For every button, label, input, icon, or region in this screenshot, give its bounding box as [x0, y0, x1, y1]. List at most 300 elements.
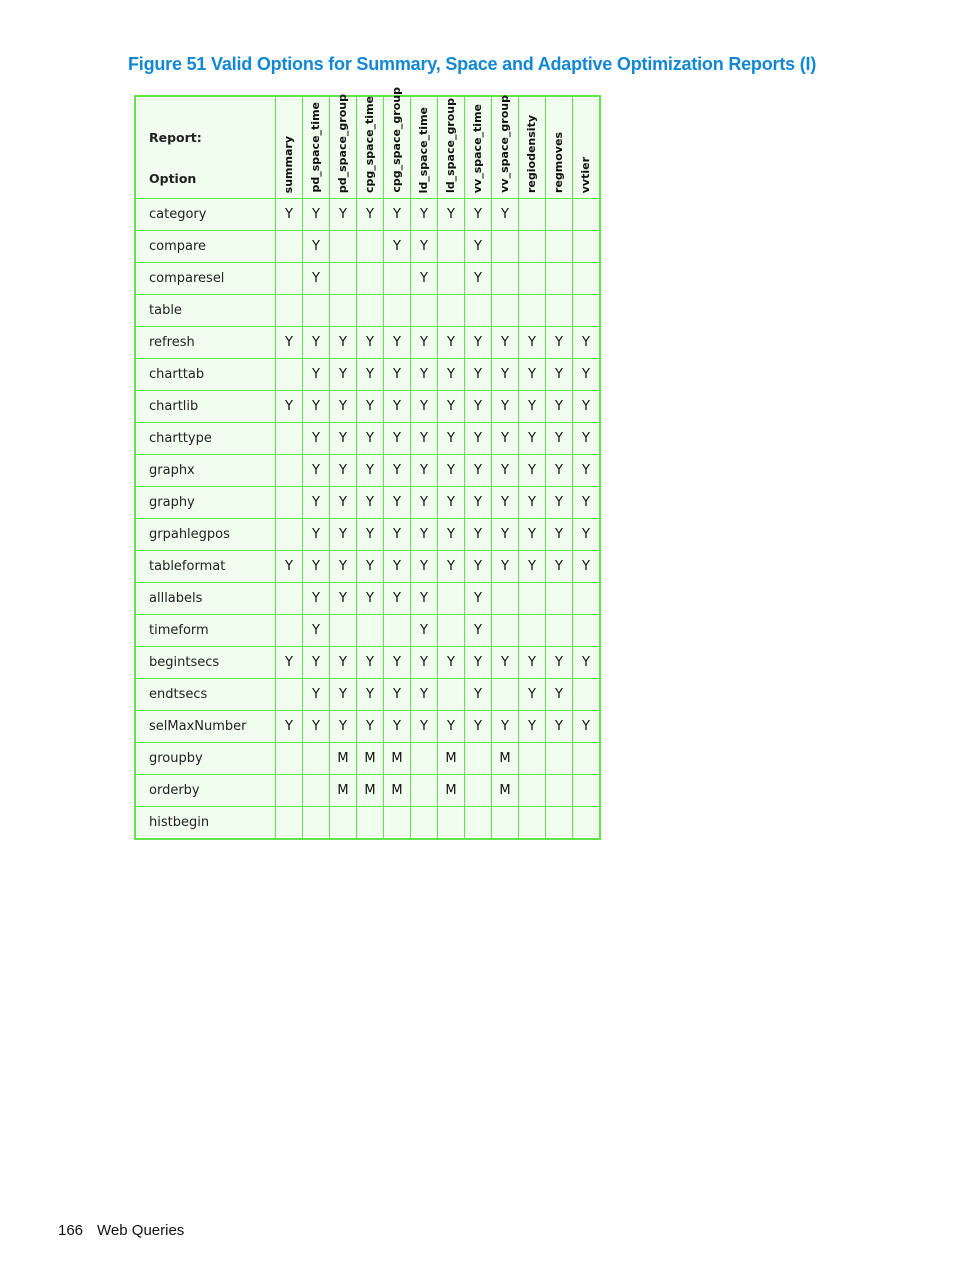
table-cell: Y — [303, 647, 330, 679]
table-cell — [438, 231, 465, 263]
table-cell — [384, 615, 411, 647]
table-cell — [276, 423, 303, 455]
table-cell — [492, 263, 519, 295]
column-header — [519, 96, 546, 199]
table-cell — [276, 743, 303, 775]
table-row — [135, 679, 600, 711]
table-cell: Y — [303, 679, 330, 711]
table-cell — [519, 583, 546, 615]
table-cell: Y — [411, 423, 438, 455]
option-name-cell: graphx — [135, 455, 276, 487]
table-cell — [384, 807, 411, 840]
table-cell: Y — [465, 327, 492, 359]
option-name-cell: tableformat — [135, 551, 276, 583]
table-cell — [276, 231, 303, 263]
table-cell: Y — [573, 519, 601, 551]
table-cell — [276, 807, 303, 840]
table-cell — [573, 231, 601, 263]
table-cell — [573, 263, 601, 295]
table-cell: M — [438, 775, 465, 807]
table-cell: Y — [411, 711, 438, 743]
table-cell — [546, 743, 573, 775]
table-cell — [357, 615, 384, 647]
table-cell — [411, 295, 438, 327]
table-cell: Y — [573, 551, 601, 583]
option-name-cell: groupby — [135, 743, 276, 775]
table-cell: Y — [492, 647, 519, 679]
table-cell: Y — [573, 647, 601, 679]
table-cell: Y — [357, 391, 384, 423]
table-row — [135, 231, 600, 263]
table-cell: Y — [411, 487, 438, 519]
table-cell: Y — [546, 391, 573, 423]
table-cell: Y — [276, 711, 303, 743]
table-cell: Y — [546, 423, 573, 455]
option-name-cell: compare — [135, 231, 276, 263]
table-cell: Y — [465, 679, 492, 711]
table-cell: M — [357, 743, 384, 775]
table-row — [135, 647, 600, 679]
table-cell — [357, 263, 384, 295]
table-cell — [492, 615, 519, 647]
table-row — [135, 359, 600, 391]
table-cell: Y — [465, 711, 492, 743]
table-cell: Y — [492, 199, 519, 231]
table-cell — [546, 583, 573, 615]
column-header-label: pd_space_group — [336, 93, 349, 193]
table-cell: Y — [465, 583, 492, 615]
table-cell: Y — [546, 679, 573, 711]
column-header — [546, 96, 573, 199]
table-row — [135, 199, 600, 231]
column-header — [465, 96, 492, 199]
table-cell: Y — [519, 455, 546, 487]
table-cell: Y — [303, 519, 330, 551]
table-cell: Y — [492, 327, 519, 359]
table-cell — [330, 295, 357, 327]
table-cell — [411, 775, 438, 807]
option-name-cell: comparesel — [135, 263, 276, 295]
table-cell — [573, 199, 601, 231]
table-cell: Y — [330, 391, 357, 423]
option-name-cell: selMaxNumber — [135, 711, 276, 743]
table-cell: M — [330, 743, 357, 775]
header-row — [135, 96, 600, 199]
table-cell: Y — [519, 391, 546, 423]
table-cell: Y — [465, 231, 492, 263]
column-header — [411, 96, 438, 199]
table-cell: Y — [330, 583, 357, 615]
table-cell: Y — [303, 231, 330, 263]
table-cell: Y — [357, 199, 384, 231]
table-row — [135, 519, 600, 551]
table-cell: M — [330, 775, 357, 807]
option-name-cell: graphy — [135, 487, 276, 519]
table-cell: Y — [384, 455, 411, 487]
table-cell: Y — [357, 423, 384, 455]
column-header — [303, 96, 330, 199]
table-cell: Y — [384, 327, 411, 359]
table-cell — [330, 615, 357, 647]
table-row — [135, 263, 600, 295]
table-cell — [438, 583, 465, 615]
table-cell: Y — [546, 455, 573, 487]
table-cell — [519, 263, 546, 295]
report-label: Report: — [149, 130, 202, 145]
table-cell: M — [438, 743, 465, 775]
table-cell: Y — [492, 711, 519, 743]
table-cell — [303, 775, 330, 807]
table-cell: Y — [546, 359, 573, 391]
table-cell: Y — [411, 327, 438, 359]
table-cell: Y — [303, 327, 330, 359]
table-cell: Y — [465, 199, 492, 231]
table-cell — [492, 679, 519, 711]
table-cell — [465, 775, 492, 807]
table-cell — [519, 295, 546, 327]
table-cell: Y — [492, 455, 519, 487]
table-cell: Y — [357, 679, 384, 711]
figure-title: Figure 51 Valid Options for Summary, Space and Adaptive Optimization Reports (I) — [128, 54, 817, 74]
table-cell — [546, 295, 573, 327]
table-cell — [492, 295, 519, 327]
table-cell — [438, 679, 465, 711]
table-cell: Y — [357, 647, 384, 679]
table-row — [135, 391, 600, 423]
table-cell: Y — [303, 263, 330, 295]
table-row — [135, 455, 600, 487]
table-cell — [330, 807, 357, 840]
column-header-label: pd_space_time — [309, 102, 322, 193]
table-cell: Y — [330, 487, 357, 519]
table-cell: Y — [303, 455, 330, 487]
table-cell: Y — [411, 615, 438, 647]
table-cell — [276, 583, 303, 615]
table-cell: Y — [465, 551, 492, 583]
table-cell: Y — [546, 647, 573, 679]
table-cell — [519, 199, 546, 231]
table-cell: M — [384, 775, 411, 807]
table-cell: Y — [357, 583, 384, 615]
table-cell: Y — [357, 519, 384, 551]
table-cell: Y — [411, 455, 438, 487]
table-cell: Y — [519, 487, 546, 519]
table-cell: Y — [438, 455, 465, 487]
option-name-cell: category — [135, 199, 276, 231]
table-cell: Y — [519, 423, 546, 455]
table-cell — [492, 583, 519, 615]
table-cell — [330, 263, 357, 295]
table-cell — [384, 295, 411, 327]
option-name-cell: refresh — [135, 327, 276, 359]
table-cell — [546, 231, 573, 263]
table-cell — [411, 807, 438, 840]
column-header-label: regiodensity — [525, 115, 538, 193]
table-cell: Y — [276, 391, 303, 423]
option-name-cell: table — [135, 295, 276, 327]
table-cell: Y — [384, 487, 411, 519]
table-cell: Y — [573, 455, 601, 487]
table-cell: Y — [411, 199, 438, 231]
table-cell: Y — [492, 551, 519, 583]
table-cell: Y — [357, 455, 384, 487]
table-cell — [330, 231, 357, 263]
column-header — [276, 96, 303, 199]
table-cell: Y — [519, 327, 546, 359]
column-header — [330, 93, 357, 199]
table-cell: M — [357, 775, 384, 807]
option-name-cell: charttab — [135, 359, 276, 391]
table-cell: Y — [384, 551, 411, 583]
header-corner-cell — [135, 96, 276, 199]
table-cell: Y — [411, 391, 438, 423]
table-cell: Y — [465, 647, 492, 679]
table-cell: Y — [330, 647, 357, 679]
table-cell: Y — [519, 647, 546, 679]
option-name-cell: alllabels — [135, 583, 276, 615]
table-cell — [276, 775, 303, 807]
option-name-cell: begintsecs — [135, 647, 276, 679]
option-name-cell: timeform — [135, 615, 276, 647]
table-cell: Y — [384, 359, 411, 391]
table-cell: Y — [519, 551, 546, 583]
table-cell: Y — [330, 199, 357, 231]
table-cell: Y — [546, 551, 573, 583]
table-cell — [303, 295, 330, 327]
table-cell — [411, 743, 438, 775]
table-cell — [546, 263, 573, 295]
table-row — [135, 327, 600, 359]
table-cell: Y — [411, 359, 438, 391]
table-cell: M — [492, 775, 519, 807]
table-cell: Y — [519, 359, 546, 391]
table-cell — [438, 295, 465, 327]
column-header-label: ld_space_group — [444, 97, 457, 193]
table-cell: Y — [465, 359, 492, 391]
table-cell: Y — [303, 391, 330, 423]
table-cell — [573, 583, 601, 615]
table-cell: Y — [573, 327, 601, 359]
table-cell: M — [492, 743, 519, 775]
table-cell: Y — [330, 551, 357, 583]
table-cell: Y — [411, 519, 438, 551]
table-cell — [546, 807, 573, 840]
table-cell: Y — [303, 487, 330, 519]
table-cell: Y — [519, 679, 546, 711]
table-cell — [276, 615, 303, 647]
table-cell: Y — [573, 359, 601, 391]
table-row — [135, 775, 600, 807]
table-cell: Y — [384, 583, 411, 615]
page-number: 166 — [58, 1222, 84, 1239]
table-cell: Y — [303, 551, 330, 583]
table-cell: Y — [465, 519, 492, 551]
column-header-label: cpg_space_group — [390, 87, 403, 193]
table-cell: Y — [492, 359, 519, 391]
table-cell: Y — [492, 519, 519, 551]
table-cell — [492, 231, 519, 263]
column-header-label: vv_space_time — [471, 103, 484, 193]
table-row — [135, 583, 600, 615]
table-cell — [276, 455, 303, 487]
table-row — [135, 743, 600, 775]
table-cell: Y — [330, 423, 357, 455]
table-cell: Y — [357, 711, 384, 743]
page-footer — [58, 1222, 184, 1239]
table-cell: Y — [438, 551, 465, 583]
table-cell: Y — [465, 263, 492, 295]
table-cell: Y — [519, 711, 546, 743]
option-name-cell: charttype — [135, 423, 276, 455]
table-cell: Y — [384, 519, 411, 551]
table-cell — [573, 775, 601, 807]
footer-section: Web Queries — [97, 1222, 185, 1239]
table-cell — [573, 295, 601, 327]
table-cell: Y — [465, 455, 492, 487]
table-cell — [276, 487, 303, 519]
table-cell: Y — [573, 487, 601, 519]
table-cell: Y — [357, 327, 384, 359]
table-cell: Y — [384, 711, 411, 743]
table-cell: Y — [492, 423, 519, 455]
table-cell: Y — [573, 423, 601, 455]
column-header-label: summary — [282, 135, 295, 193]
column-header-label: vvtier — [579, 156, 592, 193]
table-cell — [357, 807, 384, 840]
column-header — [492, 96, 519, 199]
table-cell: Y — [465, 423, 492, 455]
option-name-cell: orderby — [135, 775, 276, 807]
table-cell — [465, 743, 492, 775]
table-cell — [303, 743, 330, 775]
table-cell: Y — [411, 679, 438, 711]
table-cell: Y — [492, 391, 519, 423]
table-cell: Y — [303, 423, 330, 455]
table-cell: Y — [438, 647, 465, 679]
column-header — [357, 96, 384, 199]
table-cell — [276, 263, 303, 295]
table-cell: Y — [357, 551, 384, 583]
table-cell — [276, 519, 303, 551]
table-cell — [384, 263, 411, 295]
table-cell: Y — [411, 231, 438, 263]
table-cell: Y — [411, 551, 438, 583]
table-cell: Y — [384, 199, 411, 231]
table-cell — [465, 807, 492, 840]
table-cell: Y — [546, 327, 573, 359]
option-name-cell: chartlib — [135, 391, 276, 423]
column-header-label: ld_space_time — [417, 106, 430, 193]
column-header-label: regmoves — [552, 132, 565, 193]
options-table — [134, 87, 601, 840]
table-cell: Y — [384, 423, 411, 455]
table-row — [135, 295, 600, 327]
table-cell: Y — [303, 615, 330, 647]
table-cell: Y — [303, 359, 330, 391]
table-cell: Y — [276, 327, 303, 359]
table-cell: Y — [573, 711, 601, 743]
table-cell — [519, 743, 546, 775]
table-cell: Y — [465, 487, 492, 519]
table-cell: Y — [330, 711, 357, 743]
column-header — [384, 87, 411, 199]
table-cell — [573, 807, 601, 840]
column-header — [573, 96, 601, 199]
table-cell: Y — [411, 647, 438, 679]
table-cell: Y — [519, 519, 546, 551]
table-row — [135, 551, 600, 583]
table-cell — [492, 807, 519, 840]
table-cell — [438, 263, 465, 295]
option-name-cell: grpahlegpos — [135, 519, 276, 551]
table-row — [135, 487, 600, 519]
table-cell: Y — [276, 551, 303, 583]
table-cell — [573, 679, 601, 711]
table-cell — [519, 231, 546, 263]
table-cell: Y — [438, 487, 465, 519]
table-row — [135, 423, 600, 455]
table-cell: Y — [465, 391, 492, 423]
table-cell: Y — [330, 359, 357, 391]
table-cell: Y — [546, 519, 573, 551]
table-cell: Y — [357, 487, 384, 519]
table-cell: Y — [330, 455, 357, 487]
table-cell: Y — [438, 519, 465, 551]
table-cell — [276, 359, 303, 391]
table-cell: Y — [303, 583, 330, 615]
table-cell: Y — [303, 199, 330, 231]
table-row — [135, 807, 600, 840]
table-cell: Y — [438, 391, 465, 423]
table-cell — [357, 295, 384, 327]
table-cell: Y — [438, 423, 465, 455]
table-cell — [546, 775, 573, 807]
table-cell: Y — [465, 615, 492, 647]
table-cell: Y — [384, 679, 411, 711]
table-cell: Y — [330, 519, 357, 551]
table-cell: Y — [384, 647, 411, 679]
table-cell — [438, 807, 465, 840]
table-cell: Y — [438, 327, 465, 359]
table-cell — [573, 743, 601, 775]
table-cell: Y — [357, 359, 384, 391]
column-header — [438, 96, 465, 199]
table-cell: Y — [303, 711, 330, 743]
table-cell — [276, 295, 303, 327]
table-cell: Y — [276, 199, 303, 231]
table-cell: Y — [411, 263, 438, 295]
table-cell — [546, 199, 573, 231]
option-name-cell: histbegin — [135, 807, 276, 840]
column-header-label: vv_space_group — [498, 95, 511, 193]
column-header-label: cpg_space_time — [363, 95, 376, 193]
option-label: Option — [149, 171, 197, 186]
table-cell: Y — [330, 679, 357, 711]
table-cell: Y — [330, 327, 357, 359]
table-cell — [465, 295, 492, 327]
table-cell: Y — [384, 231, 411, 263]
table-cell — [519, 807, 546, 840]
table-cell — [519, 775, 546, 807]
table-cell: Y — [438, 711, 465, 743]
table-cell: Y — [492, 487, 519, 519]
table-cell: Y — [384, 391, 411, 423]
table-cell — [573, 615, 601, 647]
table-cell — [438, 615, 465, 647]
table-cell — [357, 231, 384, 263]
table-cell — [519, 615, 546, 647]
table-cell: Y — [546, 487, 573, 519]
